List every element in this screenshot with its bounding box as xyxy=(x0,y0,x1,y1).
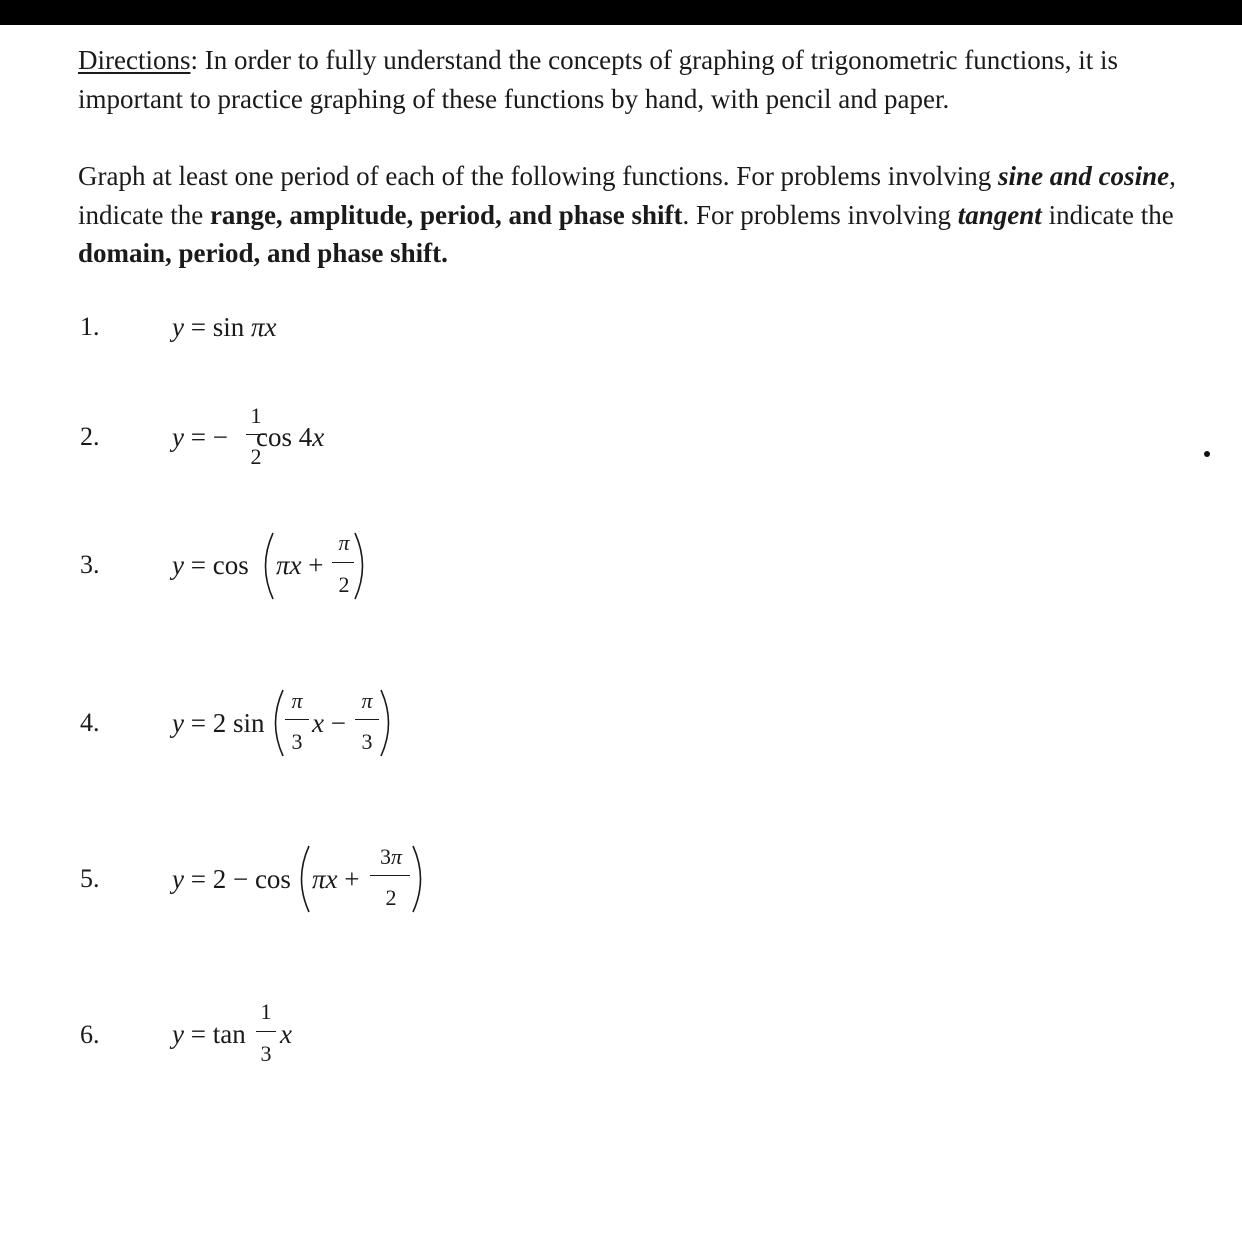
directions-text: In order to fully understand the concepts of graphing of trigonometric functions, it is important to practice graphing of these functions by hand, with pencil and paper. xyxy=(78,45,1119,114)
problem-number: 6. xyxy=(80,1020,100,1049)
instructions-paragraph xyxy=(78,157,1218,273)
instructions-text-2: , indicate the xyxy=(78,161,1176,230)
instructions-text-1: Graph at least one period of each of the following functions. For problems involving xyxy=(78,161,999,191)
problem-number: 4. xyxy=(80,708,100,737)
problem-number: 3. xyxy=(80,550,100,579)
top-black-bar xyxy=(0,0,1242,25)
instructions-text-3: . For problems involving xyxy=(682,199,958,230)
directions-label: Directions xyxy=(78,45,191,75)
sine-cosine-emphasis: sine and cosine xyxy=(998,161,1170,191)
instructions-text-4: indicate the xyxy=(1041,199,1174,230)
problem-number: 5. xyxy=(80,864,100,893)
problem-number: 2. xyxy=(80,422,100,451)
directions-colon: : xyxy=(190,45,198,75)
problem-number: 1. xyxy=(80,312,100,341)
tangent-emphasis: tangent xyxy=(957,199,1042,230)
stray-dot xyxy=(1204,451,1210,457)
directions-paragraph xyxy=(78,41,1218,118)
tangent-requirements: domain, period, and phase shift. xyxy=(78,238,448,268)
sine-cosine-requirements: range, amplitude, period, and phase shift xyxy=(209,199,683,230)
